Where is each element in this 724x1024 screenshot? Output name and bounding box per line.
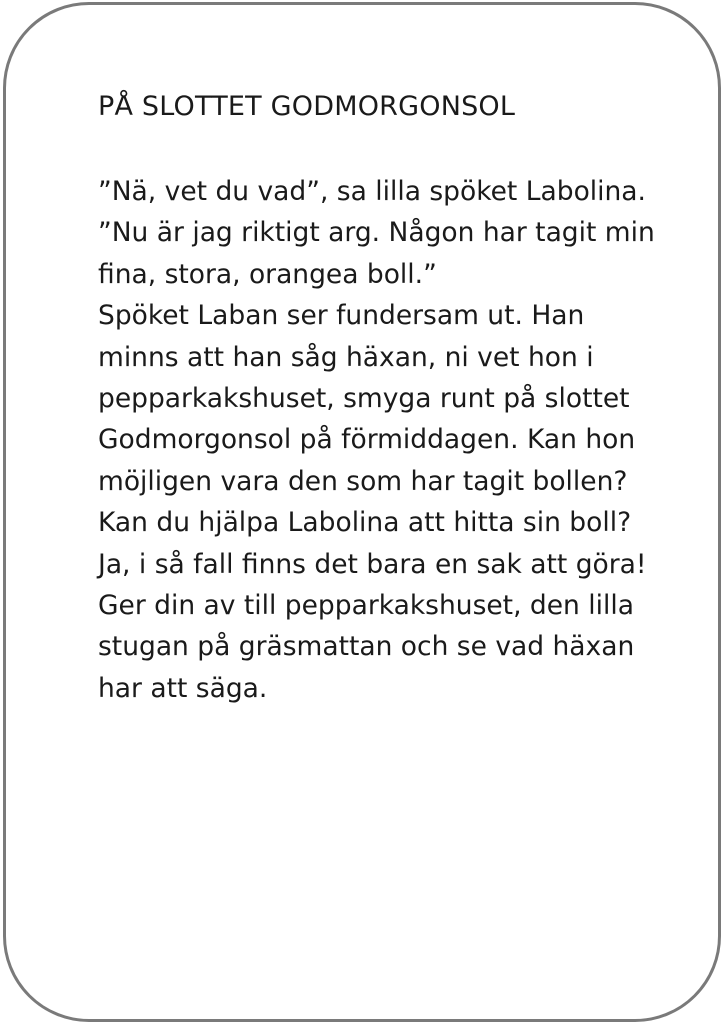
card-title: PÅ SLOTTET GODMORGONSOL: [98, 91, 516, 122]
story-text: [98, 171, 658, 709]
story-line: minns att han såg häxan, ni vet hon i: [98, 341, 594, 373]
story-line: Spöket Laban ser fundersam ut. Han: [98, 300, 585, 332]
story-line: möjligen vara den som har tagit bollen?: [98, 465, 628, 497]
story-line: ”Nä, vet du vad”, sa lilla spöket Labolina.: [98, 176, 646, 207]
story-line: Ger din av till pepparkakshuset, den lilla: [98, 589, 634, 621]
story-card: [3, 2, 721, 1022]
story-line: Godmorgonsol på förmiddagen. Kan hon: [98, 424, 636, 456]
story-line: stugan på gräsmattan och se vad häxan: [98, 631, 635, 663]
story-line: Kan du hjälpa Labolina att hitta sin boll?: [98, 507, 632, 539]
story-line: har att säga.: [98, 672, 268, 704]
story-line: fina, stora, orangea boll.”: [98, 258, 437, 290]
story-line: pepparkakshuset, smyga runt på slottet: [98, 382, 630, 414]
story-line: ”Nu är jag riktigt arg. Någon har tagit min: [98, 217, 655, 249]
story-line: Ja, i så fall finns det bara en sak att göra!: [98, 548, 647, 580]
